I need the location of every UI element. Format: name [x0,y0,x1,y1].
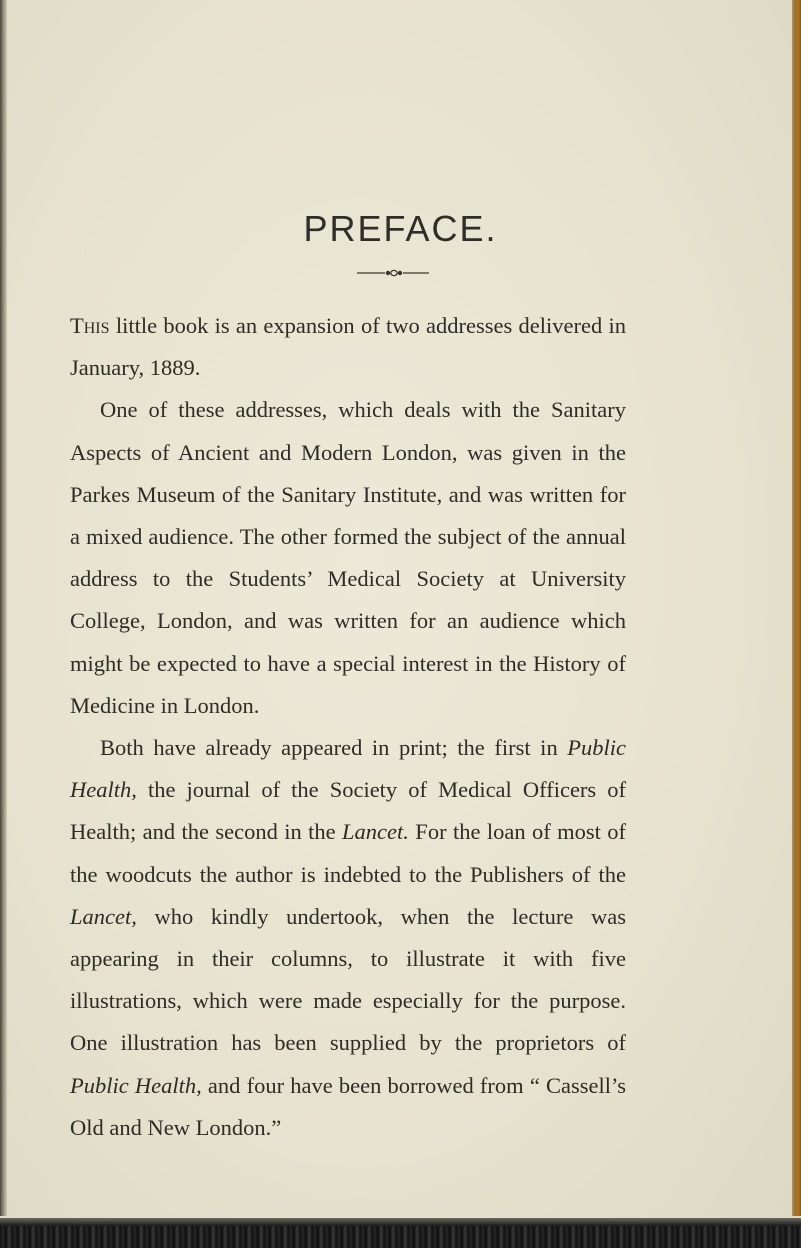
paragraph-3-seg-5: and four have been borrowed from “ Cassell’s Old and New London.” [70,1072,626,1140]
journal-title-lancet-2: Lancet, [70,903,137,929]
paragraph-1-first-word: This [70,313,110,338]
paragraph-3-seg-1: Both have already appeared in print; the first in [100,735,568,761]
page-left-edge [0,0,7,1216]
paragraph-2-text: One of these addresses, which deals with the Sanitary Aspects of Ancient and Modern London, was given in the Parkes Museum of the Sanitary Institute, and was written for a mixed audience. The other formed the subject of the annual address to the Students’ Medical Society at University College, London, and was written for an audience which might be expected to have a special interest in the History of Medicine in London. [70,397,626,718]
paragraph-2 [70,389,626,727]
paragraph-1-text: little book is an expansion of two addresses delivered in January, 1889. [70,313,626,381]
ornament-divider-icon [357,268,429,278]
page-bottom-scan-band [0,1218,801,1248]
paragraph-3 [70,727,626,1149]
paragraph-3-seg-2: the journal of the Society of Medical Officers of Health; and the second in the [70,777,626,845]
journal-title-lancet: Lancet. [342,819,409,845]
paragraph-3-seg-4: who kindly undertook, when the lecture was appearing in their columns, to illustrate it with five illustrations, which were made especially for the purpose. One illustration has been supplied by the proprietors of [70,903,626,1056]
page-title: PREFACE. [303,208,498,249]
journal-title-public-health: Public Health, [70,735,626,803]
paragraph-1 [70,305,626,389]
page-right-edge [792,0,801,1216]
paragraph-3-seg-3: For the loan of most of the woodcuts the author is indebted to the Publishers of the [70,819,626,887]
journal-title-public-health-2: Public Health, [70,1072,202,1098]
preface-body [70,305,626,1149]
